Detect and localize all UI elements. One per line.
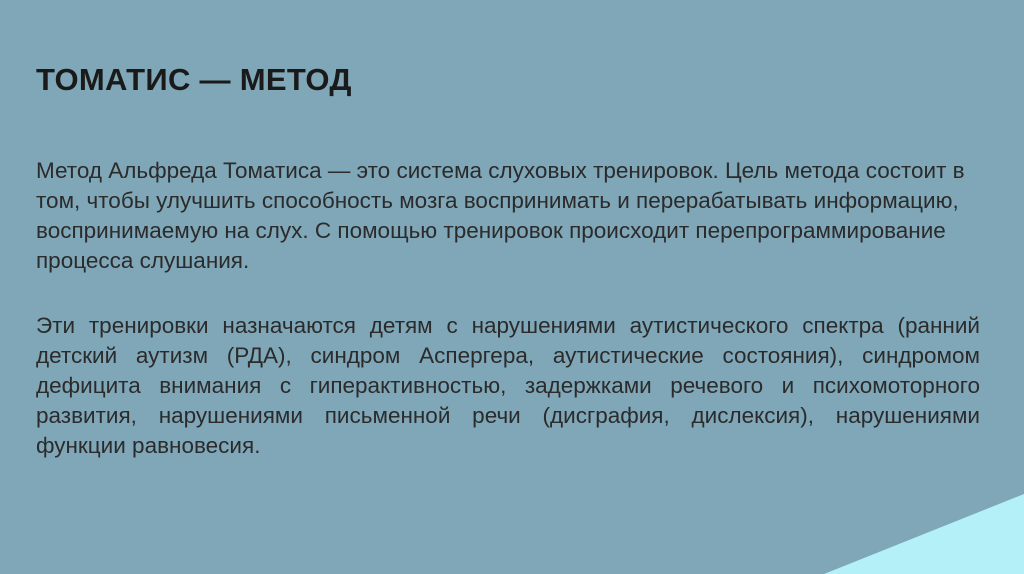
paragraph-method-description: Метод Альфреда Томатиса — это система слуховых тренировок. Цель метода состоит в том, чтобы улучшить способность мозга воспринимать и перерабатывать информацию, воспринимаемую на слух. С помощью тренировок происходит перепрограммирование процесса слушания. (36, 158, 965, 273)
paragraph-indications: Эти тренировки назначаются детям с нарушениями аутистического спектра (ранний детский аутизм (РДА), синдром Аспергера, аутистические состояния), синдромом дефицита внимания с гиперактивностью, задержками речевого и психомоторного развития, нарушениями письменной речи (дисграфия, дислексия), нарушениями функции равновесия. (36, 313, 980, 458)
slide-title: ТОМАТИС — МЕТОД (36, 62, 352, 97)
corner-accent-shape (824, 494, 1024, 574)
